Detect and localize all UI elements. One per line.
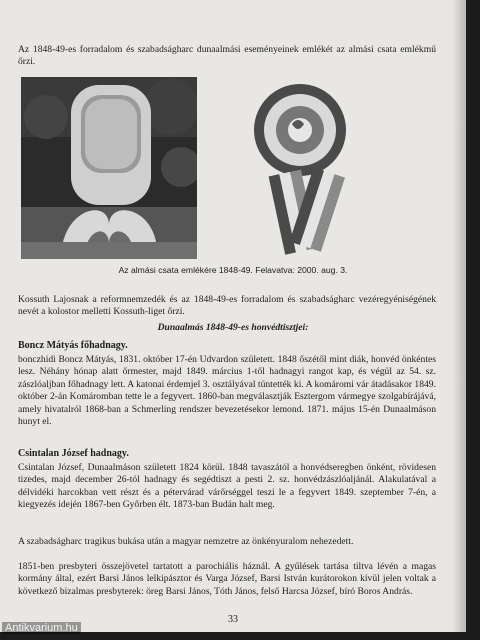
officers-heading: Dunaalmás 1848-49-es honvédtisztjei: [157,322,309,333]
closing-paragraph-2: 1851-ben presbyteri összejövetel tartatott a parochiális háznál. A gyűlések tartása tiltva lévén a magas kormány által, ezért Barsi János lelkipásztor és Varga József, Barsi István kurátorokon kívül jelen voltak a következő bizalmas presbyterek: öreg Barsi János, Tóth János, felső Harcsa József, bíró Boros András. [18,561,436,597]
closing-paragraph-1: A szabadságharc tragikus bukása után a magyar nemzetre az önkényuralom nehezedett. [18,536,354,547]
page-edge-shadow [452,0,466,632]
memorial-monument-image [21,77,197,259]
cockade-photo [240,80,382,258]
watermark: Antikvarium.hu [2,622,81,634]
kossuth-paragraph: Kossuth Lajosnak a reformnemzedék és az 1848-49-es forradalom és szabadságharc vezéregyéniségének nevét a kolostor melletti Kossuth-liget őrzi. [18,294,436,318]
tricolor-cockade-image [240,80,382,258]
photo-caption: Az almási csata emlékére 1848-49. Felavatva: 2000. aug. 3. [118,265,348,275]
boncz-heading: Boncz Mátyás főhadnagy. [18,340,128,351]
page-number: 33 [228,614,238,625]
boncz-paragraph: bonczhidi Boncz Mátyás, 1831. október 17-én Udvardon született. 1848 őszétől mint diák, honvéd önkéntes lesz. Néhány hónap alatt őrmester, majd 1849. március 1-től hadnagyi rangot kap, és végül az 54. sz. zászlóaljban főhadnagy lett. A katonai érdemjel 3. osztályával tüntették ki. A komáromi vár átadásakor 1849. október 2-án Komáromban tette le a fegyvert. 1860-ban megválasztják Esztergom vármegye szolgabírájává, amely hivatalról 1868-ban a Schmerling rendszer bevezetésekor lemond. 1871. május 15-én Dunaalmáson hunyt el. [18,354,436,428]
csintalan-paragraph: Csintalan József, Dunaalmáson született 1824 körül. 1848 tavaszától a honvédseregben önként, rövidesen tizedes, majd december 26-tól hadnagy és segédtiszt a pesti 2. sz. honvédzászlóaljánál. Alakulatával a délvidéki harcokban vett részt és a pétervárad várőrséggel teszi le a fegyvert 1849. szeptember 7-én, a kiegyezés idején 1867-ben Győrben élt. 1873-ban Budán halt meg. [18,462,436,511]
csintalan-heading: Csintalan József hadnagy. [18,448,129,459]
memorial-photo [21,77,197,259]
intro-paragraph: Az 1848-49-es forradalom és szabadságharc dunaalmási eseményeinek emlékét az almási csata emlékmű őrzi. [18,44,436,68]
